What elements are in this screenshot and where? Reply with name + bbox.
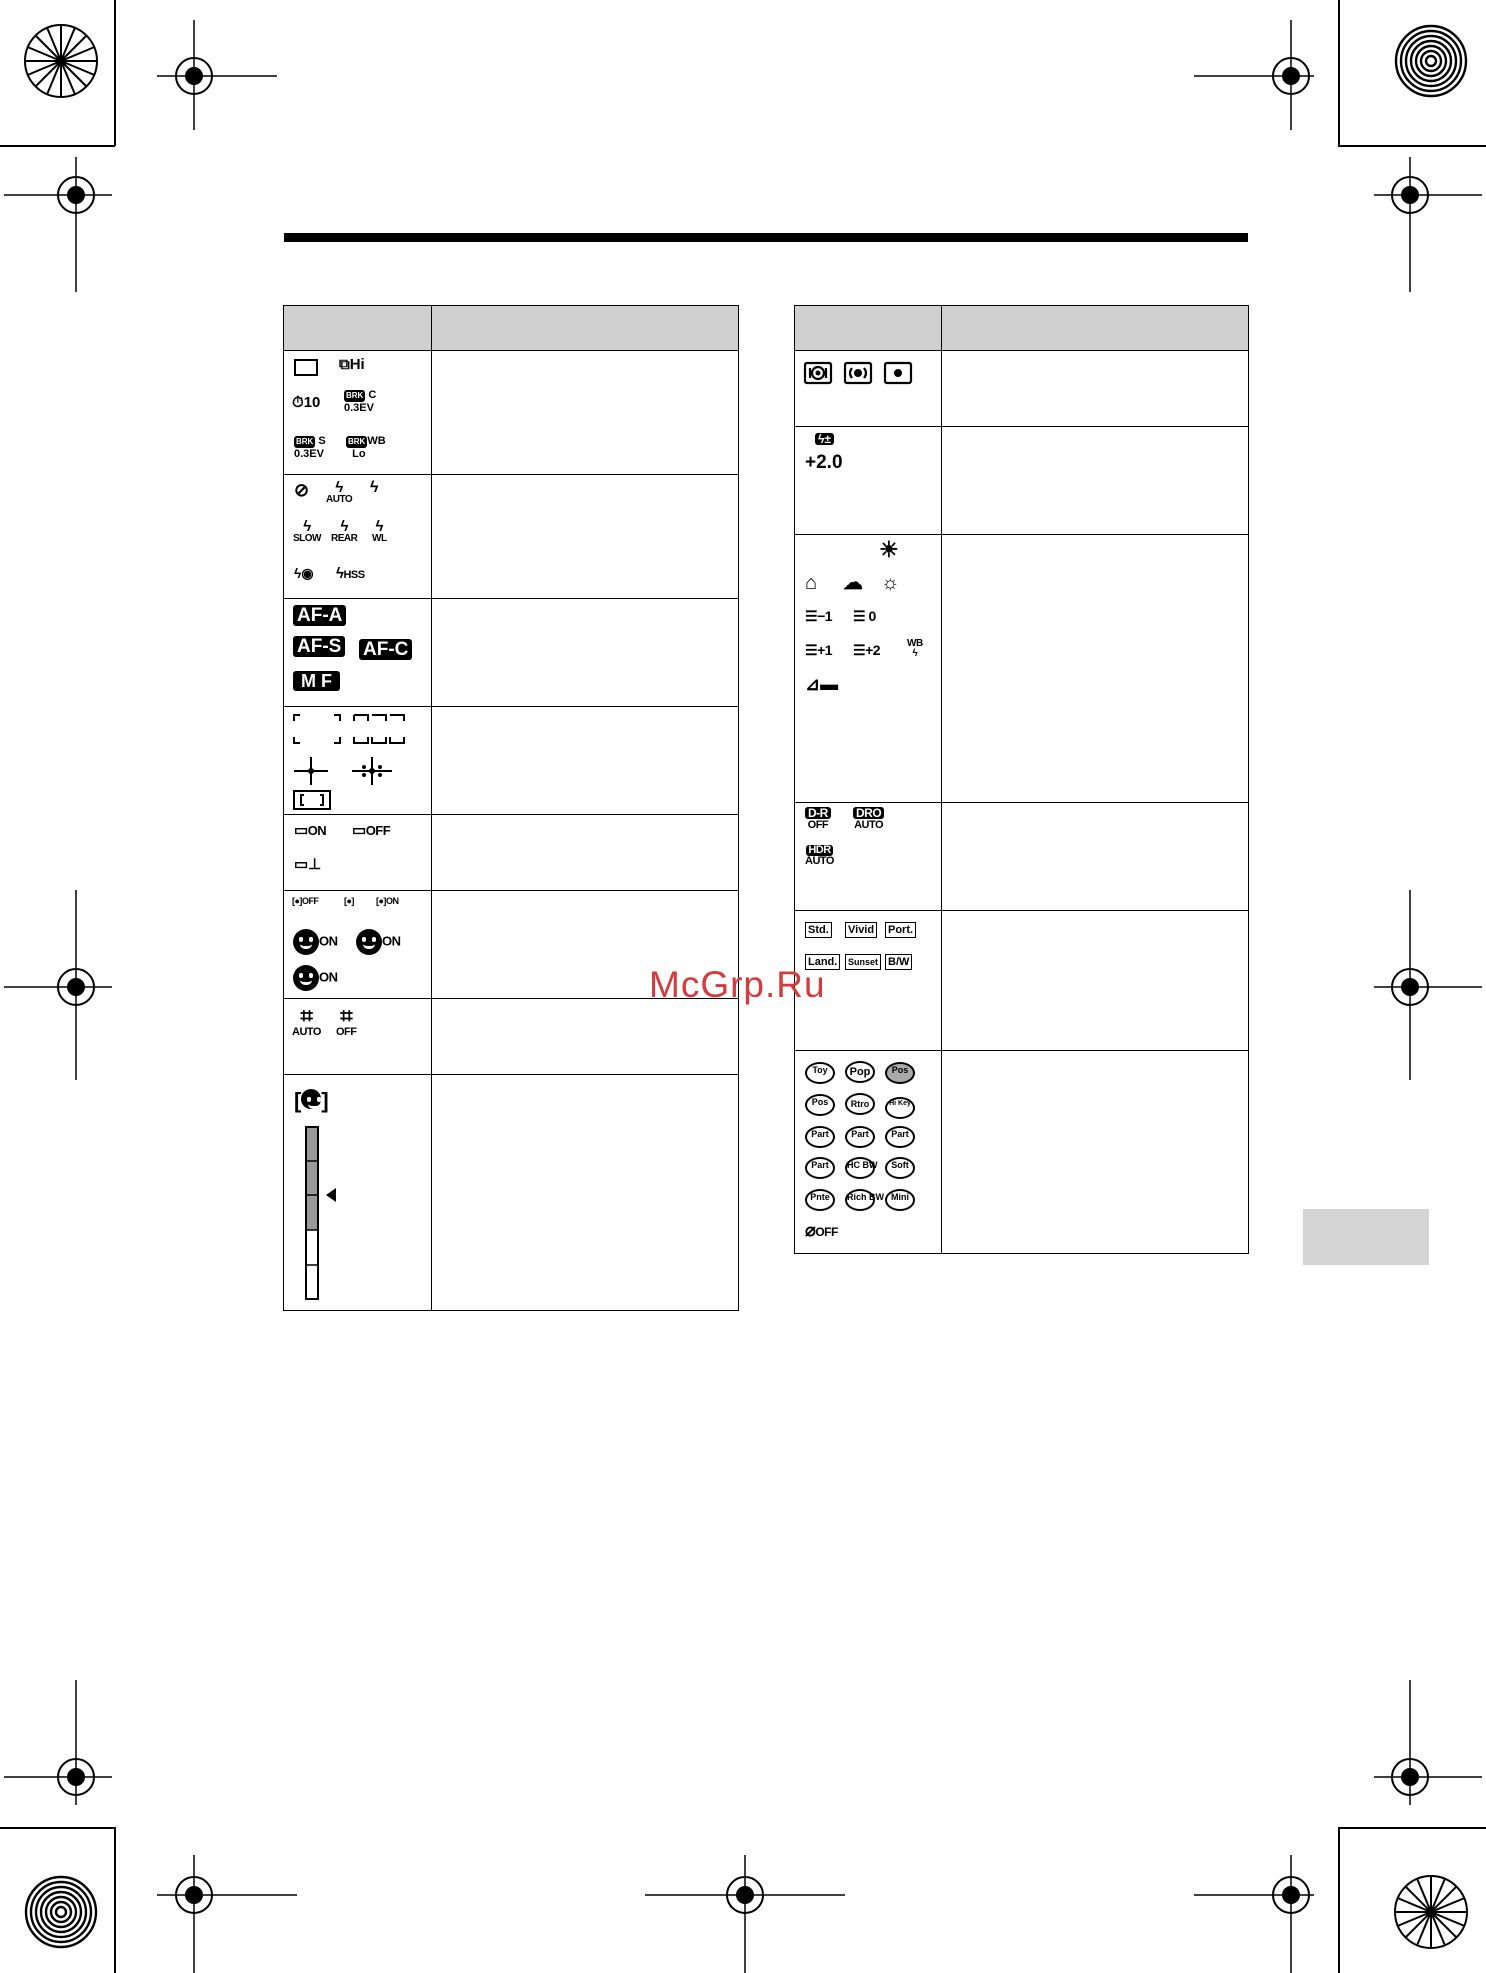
af-a-icon: AF-A	[293, 605, 346, 626]
right-icon-table	[794, 305, 1249, 1254]
style-standard-icon: Std.	[805, 921, 832, 938]
stabilizer-off-icon: ▭OFF	[352, 822, 391, 839]
effect-off-icon: ⌀OFF	[805, 1220, 838, 1240]
effect-toy-camera-icon: Toy	[805, 1061, 835, 1084]
af-area-wide-icon	[292, 711, 427, 811]
metering-mode-icons	[795, 351, 942, 427]
table-row	[284, 999, 739, 1075]
red-eye-icon: ϟ◉	[294, 565, 314, 581]
hdr-auto-icon: HDR AUTO	[805, 844, 834, 867]
style-bw-icon: B/W	[885, 953, 912, 970]
flash-mode-icons	[284, 475, 432, 599]
effect-rich-bw-icon: Rich BW	[845, 1188, 875, 1211]
stabilizer-icon: ▭⊥	[294, 856, 322, 873]
tungsten-icon: ☼	[881, 572, 900, 594]
af-area-icons	[284, 707, 432, 815]
table-row	[284, 707, 739, 815]
effect-high-key-icon: Hi Key	[885, 1093, 915, 1119]
flash-wb-icon: WB ϟ	[907, 638, 923, 659]
table-row	[284, 475, 739, 599]
crosshair-icon	[0, 1680, 115, 1805]
bracket-single-icon: BRK S 0.3EV	[294, 435, 326, 460]
effect-retro-icon: Rtro	[845, 1093, 875, 1115]
daylight-icon: ☀	[879, 537, 899, 562]
starburst-icon	[22, 22, 100, 100]
bracket-wb-icon: BRK WB Lo	[348, 435, 386, 460]
watermark: McGrp.Ru	[649, 964, 826, 1005]
fluorescent-icon: ☰−1	[805, 608, 833, 624]
flash-compensation-icon: ϟ±	[815, 433, 834, 445]
smile-shutter-on-icon: ON	[293, 929, 338, 955]
table-row	[795, 1051, 1249, 1254]
description-cell	[432, 475, 739, 599]
table-row	[284, 351, 739, 475]
auto-framing-off-icon: ⌗ OFF	[336, 1003, 357, 1038]
fill-flash-icon: ϟ	[370, 479, 379, 496]
description-cell	[942, 351, 1249, 427]
table-header-indication	[432, 306, 739, 351]
table-header-indication	[942, 306, 1249, 351]
dro-off-icon: D-R OFF	[805, 807, 831, 831]
description-cell	[432, 351, 739, 475]
section-tab	[1303, 1209, 1429, 1265]
crosshair-icon	[157, 1855, 297, 1973]
style-landscape-icon: Land.	[805, 953, 840, 970]
white-balance-icons	[795, 535, 942, 803]
crosshair-icon	[1194, 20, 1314, 130]
style-sunset-icon: Sunset	[845, 953, 881, 970]
af-c-icon: AF-C	[359, 639, 412, 660]
image-stabilizer-icons	[284, 815, 432, 891]
crosshair-icon	[157, 20, 277, 130]
flash-compensation-value: +2.0	[805, 452, 843, 473]
shade-icon: ⌂	[805, 572, 818, 594]
table-row	[284, 599, 739, 707]
auto-framing-icons	[284, 999, 432, 1075]
color-temperature-icon: ⊿▬	[805, 674, 839, 694]
description-cell	[942, 911, 1249, 1051]
effect-miniature-icon: Mini	[885, 1188, 915, 1211]
description-cell	[942, 535, 1249, 803]
smile-shutter-on-icon: ON	[293, 965, 338, 991]
face-detection-icons	[284, 891, 432, 999]
table-row	[284, 1075, 739, 1311]
table-row	[795, 351, 1249, 427]
effect-partial-color-icon: Part	[885, 1125, 915, 1148]
fluorescent-icon: ☰+2	[853, 642, 881, 658]
top-rule	[284, 233, 1248, 242]
slow-sync-icon: ϟ SLOW	[293, 518, 321, 544]
crosshair-icon	[0, 157, 115, 292]
effect-posterization-icon: Pos	[805, 1093, 835, 1116]
af-s-icon: AF-S	[293, 636, 345, 657]
face-detect-on-icon: [●]ON	[376, 896, 399, 906]
picture-effect-icons	[795, 1051, 942, 1254]
concentric-circle-icon	[1392, 22, 1470, 100]
crosshair-icon	[0, 890, 115, 1080]
effect-pop-color-icon: Pop	[845, 1061, 875, 1083]
crosshair-icon	[1372, 1680, 1486, 1805]
left-icon-table	[283, 305, 739, 1311]
table-row	[795, 803, 1249, 911]
description-cell	[432, 999, 739, 1075]
fluorescent-icon: ☰+1	[805, 642, 833, 658]
effect-hc-bw-icon: HC BW	[845, 1156, 875, 1179]
style-portrait-icon: Port.	[885, 921, 916, 938]
metering-icons	[803, 361, 918, 385]
table-row	[284, 815, 739, 891]
face-detect-off-icon: [●]OFF	[292, 896, 319, 906]
starburst-icon	[1392, 1873, 1470, 1951]
description-cell	[432, 707, 739, 815]
effect-partial-color-icon: Part	[805, 1156, 835, 1179]
table-row	[795, 911, 1249, 1051]
smile-sensitivity-icons	[284, 1075, 432, 1311]
drive-mode-icons	[284, 351, 432, 475]
effect-painting-icon: Pnte	[805, 1188, 835, 1211]
effect-posterization-icon: Pos	[885, 1061, 915, 1084]
table-header-display	[795, 306, 942, 351]
face-register-icon: [●]	[344, 896, 354, 906]
flash-compensation-icons	[795, 427, 942, 535]
effect-partial-color-icon: Part	[845, 1125, 875, 1148]
hss-icon: ϟHSS	[336, 565, 365, 582]
cloudy-icon: ☁	[843, 572, 863, 594]
flash-auto-icon: ϟ AUTO	[326, 479, 353, 505]
description-cell	[942, 427, 1249, 535]
table-row	[795, 427, 1249, 535]
fluorescent-icon: ☰ 0	[853, 608, 876, 624]
description-cell	[432, 815, 739, 891]
style-vivid-icon: Vivid	[845, 921, 877, 938]
self-timer-icon: ⏱10	[292, 394, 321, 411]
stabilizer-on-icon: ▭ON	[294, 822, 327, 839]
rear-sync-icon: ϟ REAR	[331, 518, 358, 544]
description-cell	[942, 1051, 1249, 1254]
description-cell	[432, 1075, 739, 1311]
table-header-display	[284, 306, 432, 351]
crosshair-icon	[645, 1855, 845, 1973]
focus-mode-icons	[284, 599, 432, 707]
sensitivity-meter-icon	[304, 1125, 364, 1305]
crosshair-icon	[1372, 157, 1486, 292]
crosshair-icon	[1372, 890, 1486, 1080]
smile-detection-icon: [ ]	[294, 1088, 329, 1113]
description-cell	[942, 803, 1249, 911]
crosshair-icon	[1194, 1855, 1314, 1973]
flash-off-icon: ⊘	[294, 480, 310, 500]
description-cell	[432, 599, 739, 707]
manual-focus-icon: M F	[293, 671, 340, 691]
bracket-continuous-icon: BRK C 0.3EV	[344, 389, 377, 414]
dro-auto-icon: DRO AUTO	[854, 806, 884, 831]
effect-soft-focus-icon: Soft	[885, 1156, 915, 1179]
continuous-shot-icon: ⧉Hi	[339, 356, 365, 373]
dro-hdr-icons	[795, 803, 942, 911]
concentric-circle-icon	[22, 1873, 100, 1951]
wireless-flash-icon: ϟ WL	[372, 518, 387, 544]
effect-partial-color-icon: Part	[805, 1125, 835, 1148]
auto-framing-auto-icon: ⌗ AUTO	[292, 1003, 321, 1038]
smile-shutter-on-icon: ON	[356, 929, 401, 955]
table-row	[795, 535, 1249, 803]
single-shot-icon	[294, 359, 318, 376]
